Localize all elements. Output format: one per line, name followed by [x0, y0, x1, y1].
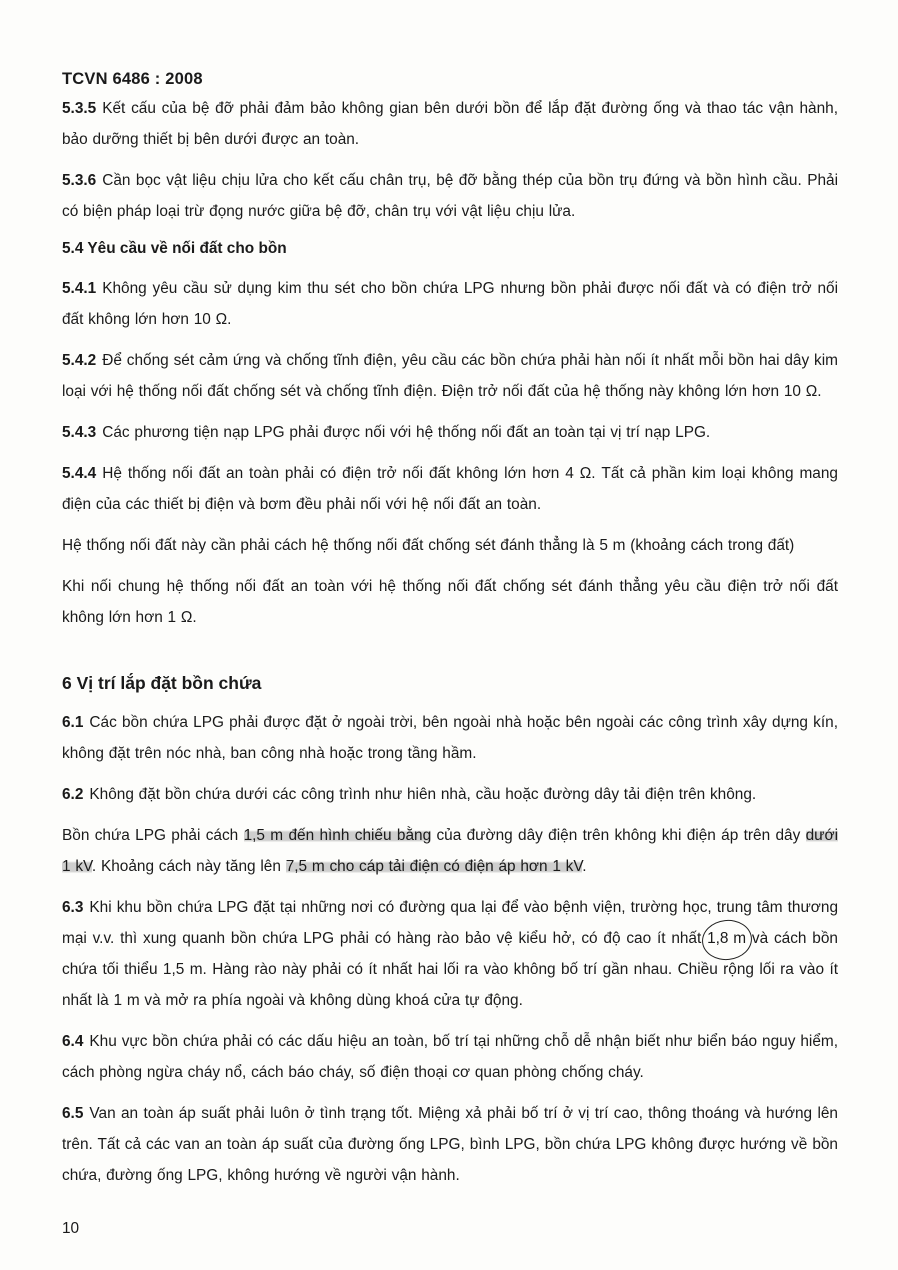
section-heading-6: 6 Vị trí lắp đặt bồn chứa [62, 673, 262, 693]
clause-text: Không yêu cầu sử dụng kim thu sét cho bồn chứa LPG nhưng bồn phải được nối đất và có điện trở nối đất không lớn hơn 10 Ω. [62, 280, 838, 328]
clause-text: Kết cấu của bệ đỡ phải đảm bảo không gian bên dưới bồn để lắp đặt đường ống và thao tác vận hành, bảo dưỡng thiết bị bên dưới được an toàn. [62, 100, 838, 148]
clause-5-4-1 [62, 273, 838, 335]
clause-number: 5.3.6 [62, 172, 97, 189]
document-page [62, 70, 838, 1201]
clause-text: Khu vực bồn chứa phải có các dấu hiệu an toàn, bố trí tại những chỗ dễ nhận biết như biển báo nguy hiểm, cách phòng ngừa cháy nổ, cách báo cháy, số điện thoại cơ quan phòng chống cháy. [62, 1033, 838, 1081]
clause-text: Cần bọc vật liệu chịu lửa cho kết cấu chân trụ, bệ đỡ bằng thép của bồn trụ đứng và bồn hình cầu. Phải có biện pháp loại trừ đọng nước giữa bệ đỡ, chân trụ với vật liệu chịu lửa. [62, 172, 838, 220]
text-run: và cách bồn chứa tối thiểu 1,5 m. Hàng rào này phải có ít nhất hai lối ra vào không bố trí gần nhau. Chiều rộng lối ra vào ít nhất là 1 m và mở ra phía ngoài và không dùng khoá cửa tự động. [62, 930, 838, 1009]
clause-5-4-4 [62, 458, 838, 520]
text-run: Khi khu bồn chứa LPG đặt tại những nơi có đường qua lại để vào bệnh viện, trường học, trung tâm thương mại v.v. thì xung quanh bồn chứa LPG phải có hàng rào bảo vệ kiểu hở, có độ cao ít nhất [62, 899, 838, 947]
clause-number: 5.4.2 [62, 352, 97, 369]
clause-5-3-6 [62, 165, 838, 227]
clause-6-5 [62, 1098, 838, 1191]
circled-annotation: 1,8 m [707, 923, 746, 954]
clause-text: Các bồn chứa LPG phải được đặt ở ngoài trời, bên ngoài nhà hoặc bên ngoài các công trình xây dựng kín, không đặt trên nóc nhà, ban công nhà hoặc trong tầng hầm. [62, 714, 838, 762]
text-run: Bồn chứa LPG phải cách [62, 827, 244, 844]
highlighted-text: 1,5 m đến hình chiếu bằng [243, 827, 432, 844]
clause-text: Không đặt bồn chứa dưới các công trình như hiên nhà, cầu hoặc đường dây tải điện trên không. [89, 786, 757, 803]
clause-5-4-4-continuation: Hệ thống nối đất này cần phải cách hệ thống nối đất chống sét đánh thẳng là 5 m (khoảng cách trong đất) [62, 537, 795, 554]
clause-6-4 [62, 1026, 838, 1088]
document-code: TCVN 6486 : 2008 [62, 70, 203, 88]
clause-number: 6.2 [62, 786, 84, 803]
clause-number: 6.4 [62, 1033, 84, 1050]
clause-6-1 [62, 707, 838, 769]
clause-6-3 [62, 892, 838, 1016]
clause-number: 5.4.3 [62, 424, 97, 441]
clause-text: Hệ thống nối đất an toàn phải có điện trở nối đất không lớn hơn 4 Ω. Tất cả phần kim loại không mang điện của các thiết bị điện và bơm đều phải nối với hệ nối đất an toàn. [62, 465, 838, 513]
clause-number: 6.3 [62, 899, 84, 916]
clause-6-2-continuation [62, 820, 838, 882]
text-run: của đường dây điện trên không khi điện áp trên dây [431, 827, 806, 844]
clause-5-4-4-continuation-2: Khi nối chung hệ thống nối đất an toàn với hệ thống nối đất chống sét đánh thẳng yêu cầu điện trở nối đất không lớn hơn 1 Ω. [62, 578, 838, 626]
clause-number: 6.5 [62, 1105, 84, 1122]
clause-5-4-3 [62, 417, 838, 448]
subsection-heading-5-4: 5.4 Yêu cầu về nối đất cho bồn [62, 240, 287, 257]
text-run: . [582, 858, 587, 875]
highlighted-text: 7,5 m cho cáp tải điện có điện áp hơn 1 kV [285, 858, 583, 875]
clause-number: 6.1 [62, 714, 84, 731]
clause-text: Để chống sét cảm ứng và chống tĩnh điện, yêu cầu các bồn chứa phải hàn nối ít nhất mỗi bồn hai dây kim loại với hệ thống nối đất chống sét và chống tĩnh điện. Điện trở nối đất của hệ thống này không lớn hơn 10 Ω. [62, 352, 838, 400]
clause-6-2 [62, 779, 838, 810]
clause-5-4-2 [62, 345, 838, 407]
page-number: 10 [62, 1220, 80, 1237]
text-run: . Khoảng cách này tăng lên [91, 858, 286, 875]
clause-text: Van an toàn áp suất phải luôn ở tình trạng tốt. Miệng xả phải bố trí ở vị trí cao, thông thoáng và hướng lên trên. Tất cả các van an toàn áp suất của đường ống LPG, bình LPG, bồn chứa LPG không được hướng về bồn chứa, đường ống LPG, không hướng về người vận hành. [62, 1105, 838, 1184]
clause-5-3-5 [62, 93, 838, 155]
clause-number: 5.3.5 [62, 100, 97, 117]
highlighted-text: dưới 1 kV [62, 827, 838, 875]
clause-number: 5.4.1 [62, 280, 97, 297]
clause-text: Các phương tiện nạp LPG phải được nối với hệ thống nối đất an toàn tại vị trí nạp LPG. [102, 424, 711, 441]
clause-number: 5.4.4 [62, 465, 97, 482]
